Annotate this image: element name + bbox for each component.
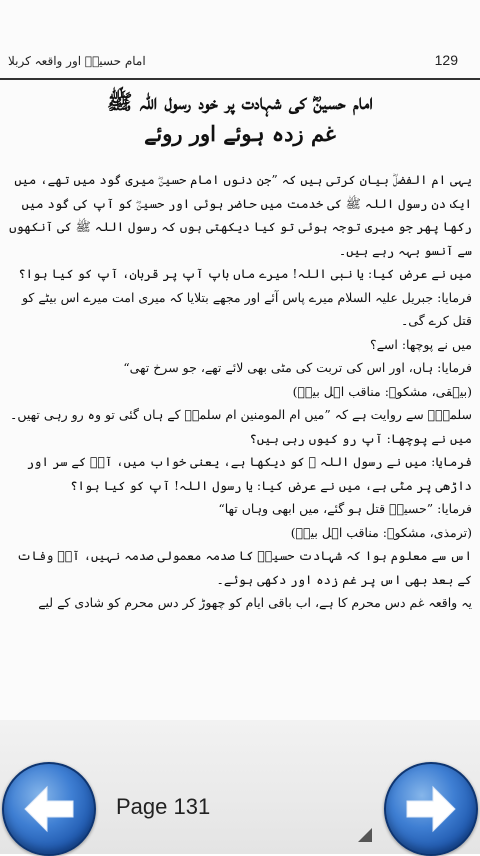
paragraph: میں نے عرض کیا: یا نبی اللہ! میرے ماں باپ آپ پر قربان، آپ کو کیا ہوا؟: [18, 266, 472, 281]
chapter-title: [0, 86, 480, 150]
next-page-button[interactable]: [384, 762, 478, 856]
paragraph: سلمیٰؓ سے روایت ہے کہ ”میں ام المومنین ام سلمہؓ کے ہاں گئی تو وہ رو رہی تھیں۔: [10, 407, 472, 422]
chapter-title-line2: غم زدہ ہوئے اور روئے: [144, 121, 336, 146]
reference-citation: (بیہقی، مشکوۃ: مناقب اہل بیتؓ): [292, 383, 472, 399]
header-divider: [0, 78, 480, 80]
paragraph: یہ واقعہ غم دس محرم کا ہے، اب باقی ایام کو چھوڑ کر دس محرم کو شادی کے لیے: [38, 595, 472, 610]
arrow-right-icon: [399, 777, 463, 841]
paragraph: میں نے پوچھا: اسے؟: [369, 336, 472, 352]
paragraph: فرمایا: جبریل علیہ السلام میرے پاس آئے اور مجھے بتلایا کہ میری امت میرے اس بیٹے کو قتل کرے گی۔: [21, 289, 472, 328]
paragraph: فرمایا: ”حسینؓ قتل ہو گئے، میں ابھی وہاں تھا“: [218, 501, 472, 516]
paragraph: یہی ام الفضلؓ بیان کرتی ہیں کہ ”جن دنوں امام حسینؓ میری گود میں تھے، میں ایک دن رسول اللہ ﷺ کی خدمت میں حاضر ہوئی اور حسینؓ کو آپ کی گود میں رکھا پھر جو میری توجہ ہوئی تو کیا دیکھتی ہوں کہ رسول اللہ ﷺ کی آنکھوں سے آنسو بہہ رہے ہیں۔: [9, 172, 472, 258]
page-indicator: Page 131: [116, 794, 211, 819]
running-header-page-number: 129: [434, 52, 458, 68]
previous-page-button[interactable]: [2, 762, 96, 856]
reference-citation: (ترمذی، مشکوۃ: مناقب اہل بیتؓ): [290, 524, 472, 540]
paragraph: اس سے معلوم ہوا کہ شہادت حسینؓ کا صدمہ معمولی صدمہ نہیں، آپؐ وفات کے بعد بھی اس پر غم زدہ اور دکھی ہوئے۔: [16, 548, 472, 587]
page-body: [6, 168, 472, 615]
chapter-title-line1: امام حسینؓ کی شہادت پر خود رسول اللہ ﷺ: [107, 89, 373, 114]
running-header: [0, 46, 480, 76]
arrow-left-icon: [17, 777, 81, 841]
paragraph: میں نے پوچھا: آپ رو کیوں رہی ہیں؟: [249, 430, 472, 446]
running-header-title: امام حسینؓ اور واقعہ کربلا: [8, 54, 146, 68]
paragraph: فرمایا: میں نے رسول اللہ ﷺ کو دیکھا ہے، یعنی خواب میں، آپؐ کے سر اور داڑھی پر مٹی ہے، میں نے عرض کیا: یا رسول اللہ! آپ کو کیا ہوا؟: [26, 454, 472, 493]
resize-grip-icon: [358, 828, 372, 842]
paragraph: فرمایا: ہاں، اور اس کی تربت کی مٹی بھی لائے تھے، جو سرخ تھی“: [123, 360, 472, 375]
